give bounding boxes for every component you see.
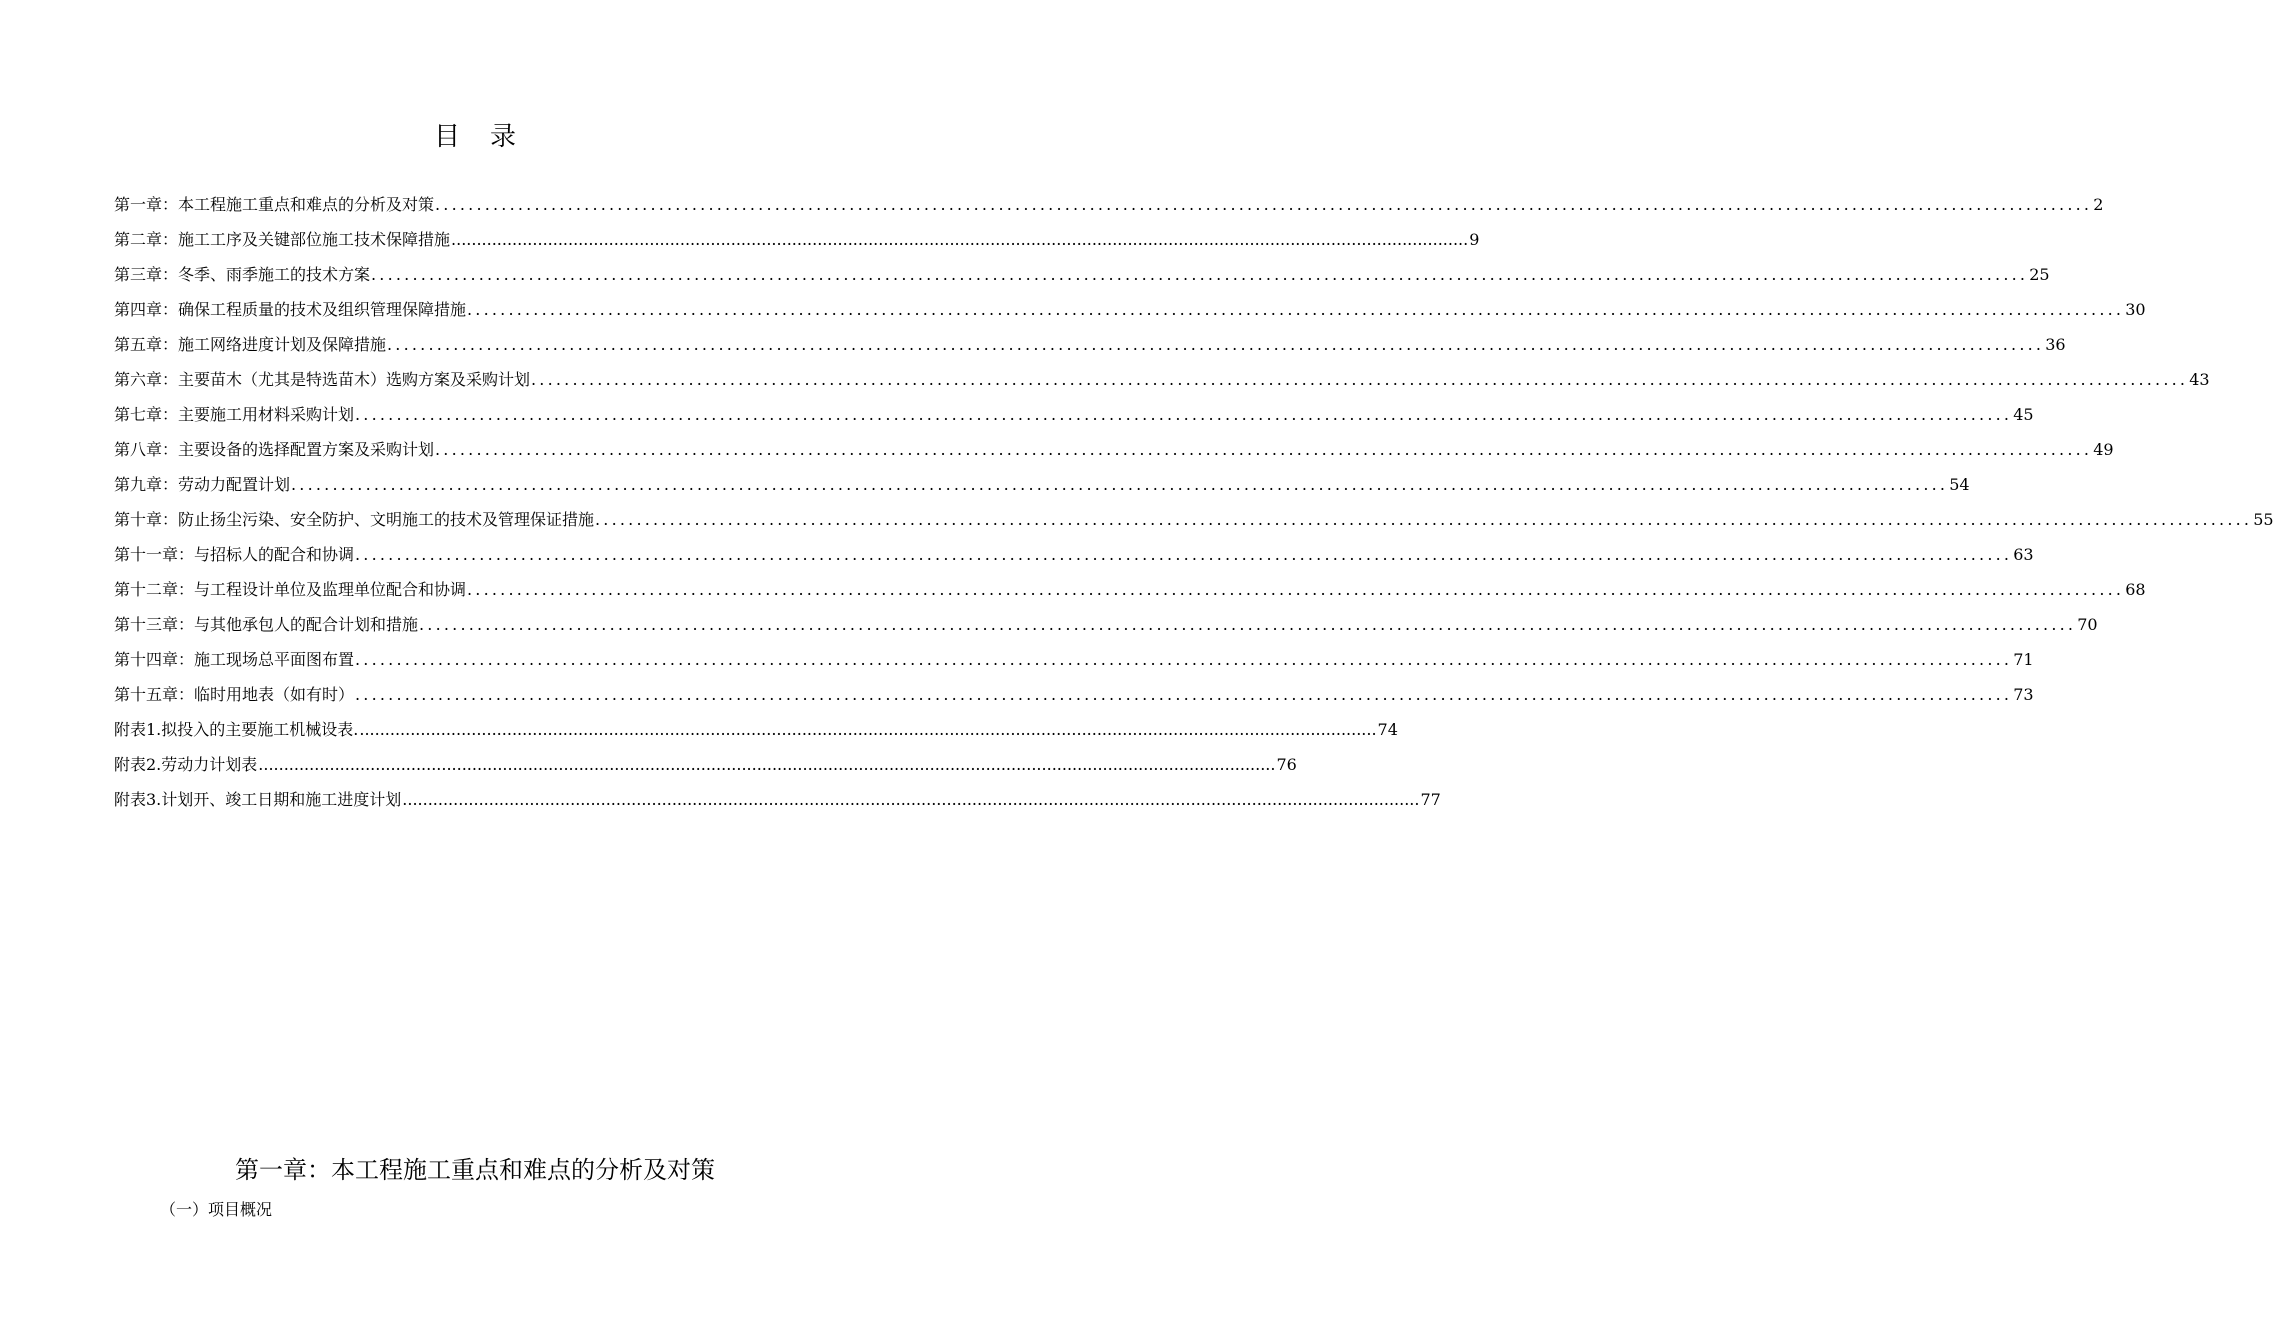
toc-entry-label: 第七章：主要施工用材料采购计划 [114, 405, 355, 424]
toc-entry-label: 第十三章：与其他承包人的配合计划和措施 [114, 615, 419, 634]
toc-entry-label: 第十章：防止扬尘污染、安全防护、文明施工的技术及管理保证措施 [114, 510, 595, 529]
toc-dot-leader: ........................................................................................................................................................................................................ [419, 615, 2077, 634]
toc-entry-page-number: 55 [2253, 510, 2274, 529]
toc-entry-label: 第十四章：施工现场总平面图布置 [114, 650, 355, 669]
toc-entry-label: 附表1.拟投入的主要施工机械设表. [114, 720, 359, 739]
toc-entry[interactable] [114, 472, 1970, 507]
toc-entry-label: 第九章：劳动力配置计划 [114, 475, 291, 494]
toc-entry-page-number: 25 [2029, 265, 2050, 284]
toc-entry-label: 第十一章：与招标人的配合和协调 [114, 545, 355, 564]
toc-entry-page-number: 54 [1949, 475, 1970, 494]
toc-entry-page-number: 2 [2093, 195, 2104, 214]
toc-entry[interactable] [114, 262, 2050, 297]
toc-entry[interactable] [114, 787, 1441, 822]
toc-dot-leader: ........................................................................................................................................................................................................ [467, 580, 2125, 599]
toc-entry[interactable] [114, 612, 2098, 647]
toc-dot-leader: ........................................................................................................................................................................................................ [258, 755, 1276, 774]
toc-entry[interactable] [114, 682, 2034, 717]
toc-dot-leader: ........................................................................................................................................................................................................ [387, 335, 2045, 354]
toc-entry-page-number: 77 [1420, 790, 1441, 809]
toc-entry[interactable] [114, 507, 2274, 542]
toc-dot-leader: ........................................................................................................................................................................................................ [371, 265, 2029, 284]
toc-dot-leader: ........................................................................................................................................................................................................ [402, 790, 1420, 809]
toc-entry[interactable] [114, 402, 2034, 437]
toc-dot-leader: ........................................................................................................................................................................................................ [355, 545, 2013, 564]
toc-entry-page-number: 68 [2125, 580, 2146, 599]
toc-dot-leader: ........................................................................................................................................................................................................ [435, 440, 2093, 459]
toc-dot-leader: ........................................................................................................................................................................................................ [291, 475, 1949, 494]
toc-entry-label: 第八章：主要设备的选择配置方案及采购计划 [114, 440, 435, 459]
toc-entry[interactable] [114, 542, 2034, 577]
toc-entry[interactable] [114, 332, 2066, 367]
toc-entry-label: 附表2.劳动力计划表 [114, 755, 258, 774]
toc-entry-label: 第二章：施工工序及关键部位施工技术保障措施 [114, 230, 451, 249]
toc-entry[interactable] [114, 752, 1297, 787]
toc-entry[interactable] [114, 437, 2114, 472]
toc-entry[interactable] [114, 717, 1398, 752]
section-heading: （一）项目概况 [160, 1200, 273, 1219]
toc-entry-page-number: 70 [2077, 615, 2098, 634]
toc-entry-page-number: 76 [1276, 755, 1297, 774]
toc-entry-label: 第三章：冬季、雨季施工的技术方案 [114, 265, 371, 284]
toc-dot-leader: ........................................................................................................................................................................................................ [435, 195, 2093, 214]
toc-entry-page-number: 30 [2125, 300, 2146, 319]
toc-entry[interactable] [114, 192, 2104, 227]
toc-dot-leader: ........................................................................................................................................................................................................ [355, 685, 2013, 704]
toc-entry-page-number: 43 [2189, 370, 2210, 389]
toc-title-char-2: 录 [490, 122, 517, 152]
toc-dot-leader: ........................................................................................................................................................................................................ [355, 650, 2013, 669]
toc-dot-leader: ........................................................................................................................................................................................................ [451, 230, 1469, 249]
chapter-title: 第一章：本工程施工重点和难点的分析及对策 [235, 1156, 715, 1184]
toc-dot-leader: ........................................................................................................................................................................................................ [595, 510, 2253, 529]
toc-entry-page-number: 74 [1377, 720, 1398, 739]
toc-entry-label: 第五章：施工网络进度计划及保障措施 [114, 335, 387, 354]
toc-entry[interactable] [114, 647, 2034, 682]
toc-dot-leader: ........................................................................................................................................................................................................ [467, 300, 2125, 319]
toc-entry-page-number: 73 [2013, 685, 2034, 704]
toc-entry[interactable] [114, 577, 2146, 612]
toc-dot-leader: ........................................................................................................................................................................................................ [355, 405, 2013, 424]
toc-entry-page-number: 36 [2045, 335, 2066, 354]
toc-entry-page-number: 49 [2093, 440, 2114, 459]
toc-entry-page-number: 63 [2013, 545, 2034, 564]
table-of-contents [114, 192, 2274, 822]
toc-entry-label: 第四章：确保工程质量的技术及组织管理保障措施 [114, 300, 467, 319]
toc-dot-leader: ........................................................................................................................................................................................................ [359, 720, 1377, 739]
toc-entry-label: 第十五章：临时用地表（如有时） [114, 685, 355, 704]
toc-dot-leader: ........................................................................................................................................................................................................ [531, 370, 2189, 389]
toc-entry-label: 第一章：本工程施工重点和难点的分析及对策 [114, 195, 435, 214]
toc-entry-label: 第十二章：与工程设计单位及监理单位配合和协调 [114, 580, 467, 599]
toc-entry-label: 第六章：主要苗木（尤其是特选苗木）选购方案及采购计划 [114, 370, 531, 389]
toc-title-char-1: 目 [433, 122, 460, 152]
toc-entry-page-number: 45 [2013, 405, 2034, 424]
toc-entry[interactable] [114, 227, 1480, 262]
toc-entry-label: 附表3.计划开、竣工日期和施工进度计划 [114, 790, 402, 809]
toc-title [0, 116, 950, 153]
toc-entry[interactable] [114, 297, 2146, 332]
toc-entry-page-number: 71 [2013, 650, 2034, 669]
toc-entry-page-number: 9 [1469, 230, 1480, 249]
toc-entry[interactable] [114, 367, 2210, 402]
